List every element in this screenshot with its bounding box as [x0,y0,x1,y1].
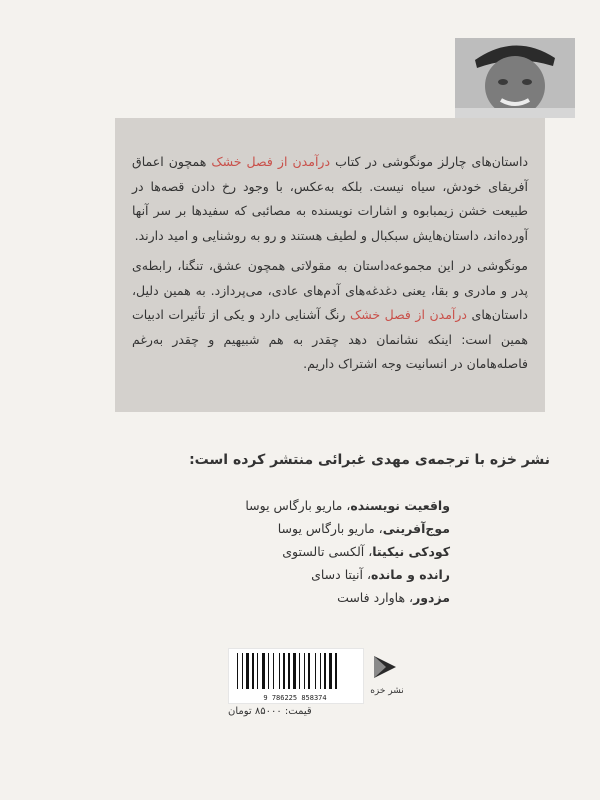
list-item [110,563,450,586]
description-text: مونگوشی در این مجموعه‌داستان به مقولاتی همچون عشق، تنگنا، رابطه‌ی پدر و مادری و بقا، یعنی دغدغه‌های آدم‌های عادی، می‌پردازد. به همین دلیل، داستان‌های [132,258,528,322]
book-description [132,150,528,383]
description-text: رنگ آشنایی دارد و یکی از تأثیرات ادبیات همین است: اینکه نشانمان دهد چقدر به هم شبیهیم و چقدر به‌رغم فاصله‌هامان در انسانیت وجه اشتراک داریم. [132,307,528,371]
description-text: همچون اعماق آفریقای خودش، سیاه نیست. بلکه به‌عکس، با وجود رخ دادن قصه‌ها در طبیعت خشن زیمبابوه و اشارات نویسنده به مصائبی که سفیدها بر سر آنها آورده‌اند، داستان‌هایش سبکبال و لطیف هستند و رو به روشنایی و امید دارند. [132,154,528,243]
book-title: کودکی نیکیتا [372,544,450,559]
book-title-highlight: درآمدن از فصل خشک [211,154,331,169]
book-title: مزدور [413,590,450,605]
book-author: ، آلکسی تالستوی [282,544,373,559]
book-list [110,494,550,609]
list-item [110,517,450,540]
book-author: ، ماریو بارگاس یوسا [277,521,383,536]
published-books-heading: نشر خزه با ترجمه‌ی مهدی غبرائی منتشر کرده است: [189,452,550,468]
isbn-number: 9 786225 858374 [263,694,327,702]
book-title: موج‌آفرینی [382,521,450,536]
book-title: واقعیت نویسنده [350,498,450,513]
price-label: قیمت: ۸۵۰۰۰ تومان [228,706,312,717]
published-books-section [110,452,550,609]
book-author: ، هاوارد فاست [337,590,414,605]
book-title-highlight: درآمدن از فصل خشک [350,307,467,322]
book-author: ، ماریو بارگاس یوسا [245,498,351,513]
author-photo [455,38,575,118]
book-title: رانده و مانده [371,567,450,582]
list-item [110,540,450,563]
description-paragraph-2 [132,254,528,377]
book-author: ، آنیتا دسای [311,567,372,582]
publisher-name: نشر خزه [370,686,404,696]
description-paragraph-1 [132,150,528,248]
list-item [110,586,450,609]
description-text: داستان‌های چارلز مونگوشی در کتاب [330,154,529,169]
list-item [110,494,450,517]
